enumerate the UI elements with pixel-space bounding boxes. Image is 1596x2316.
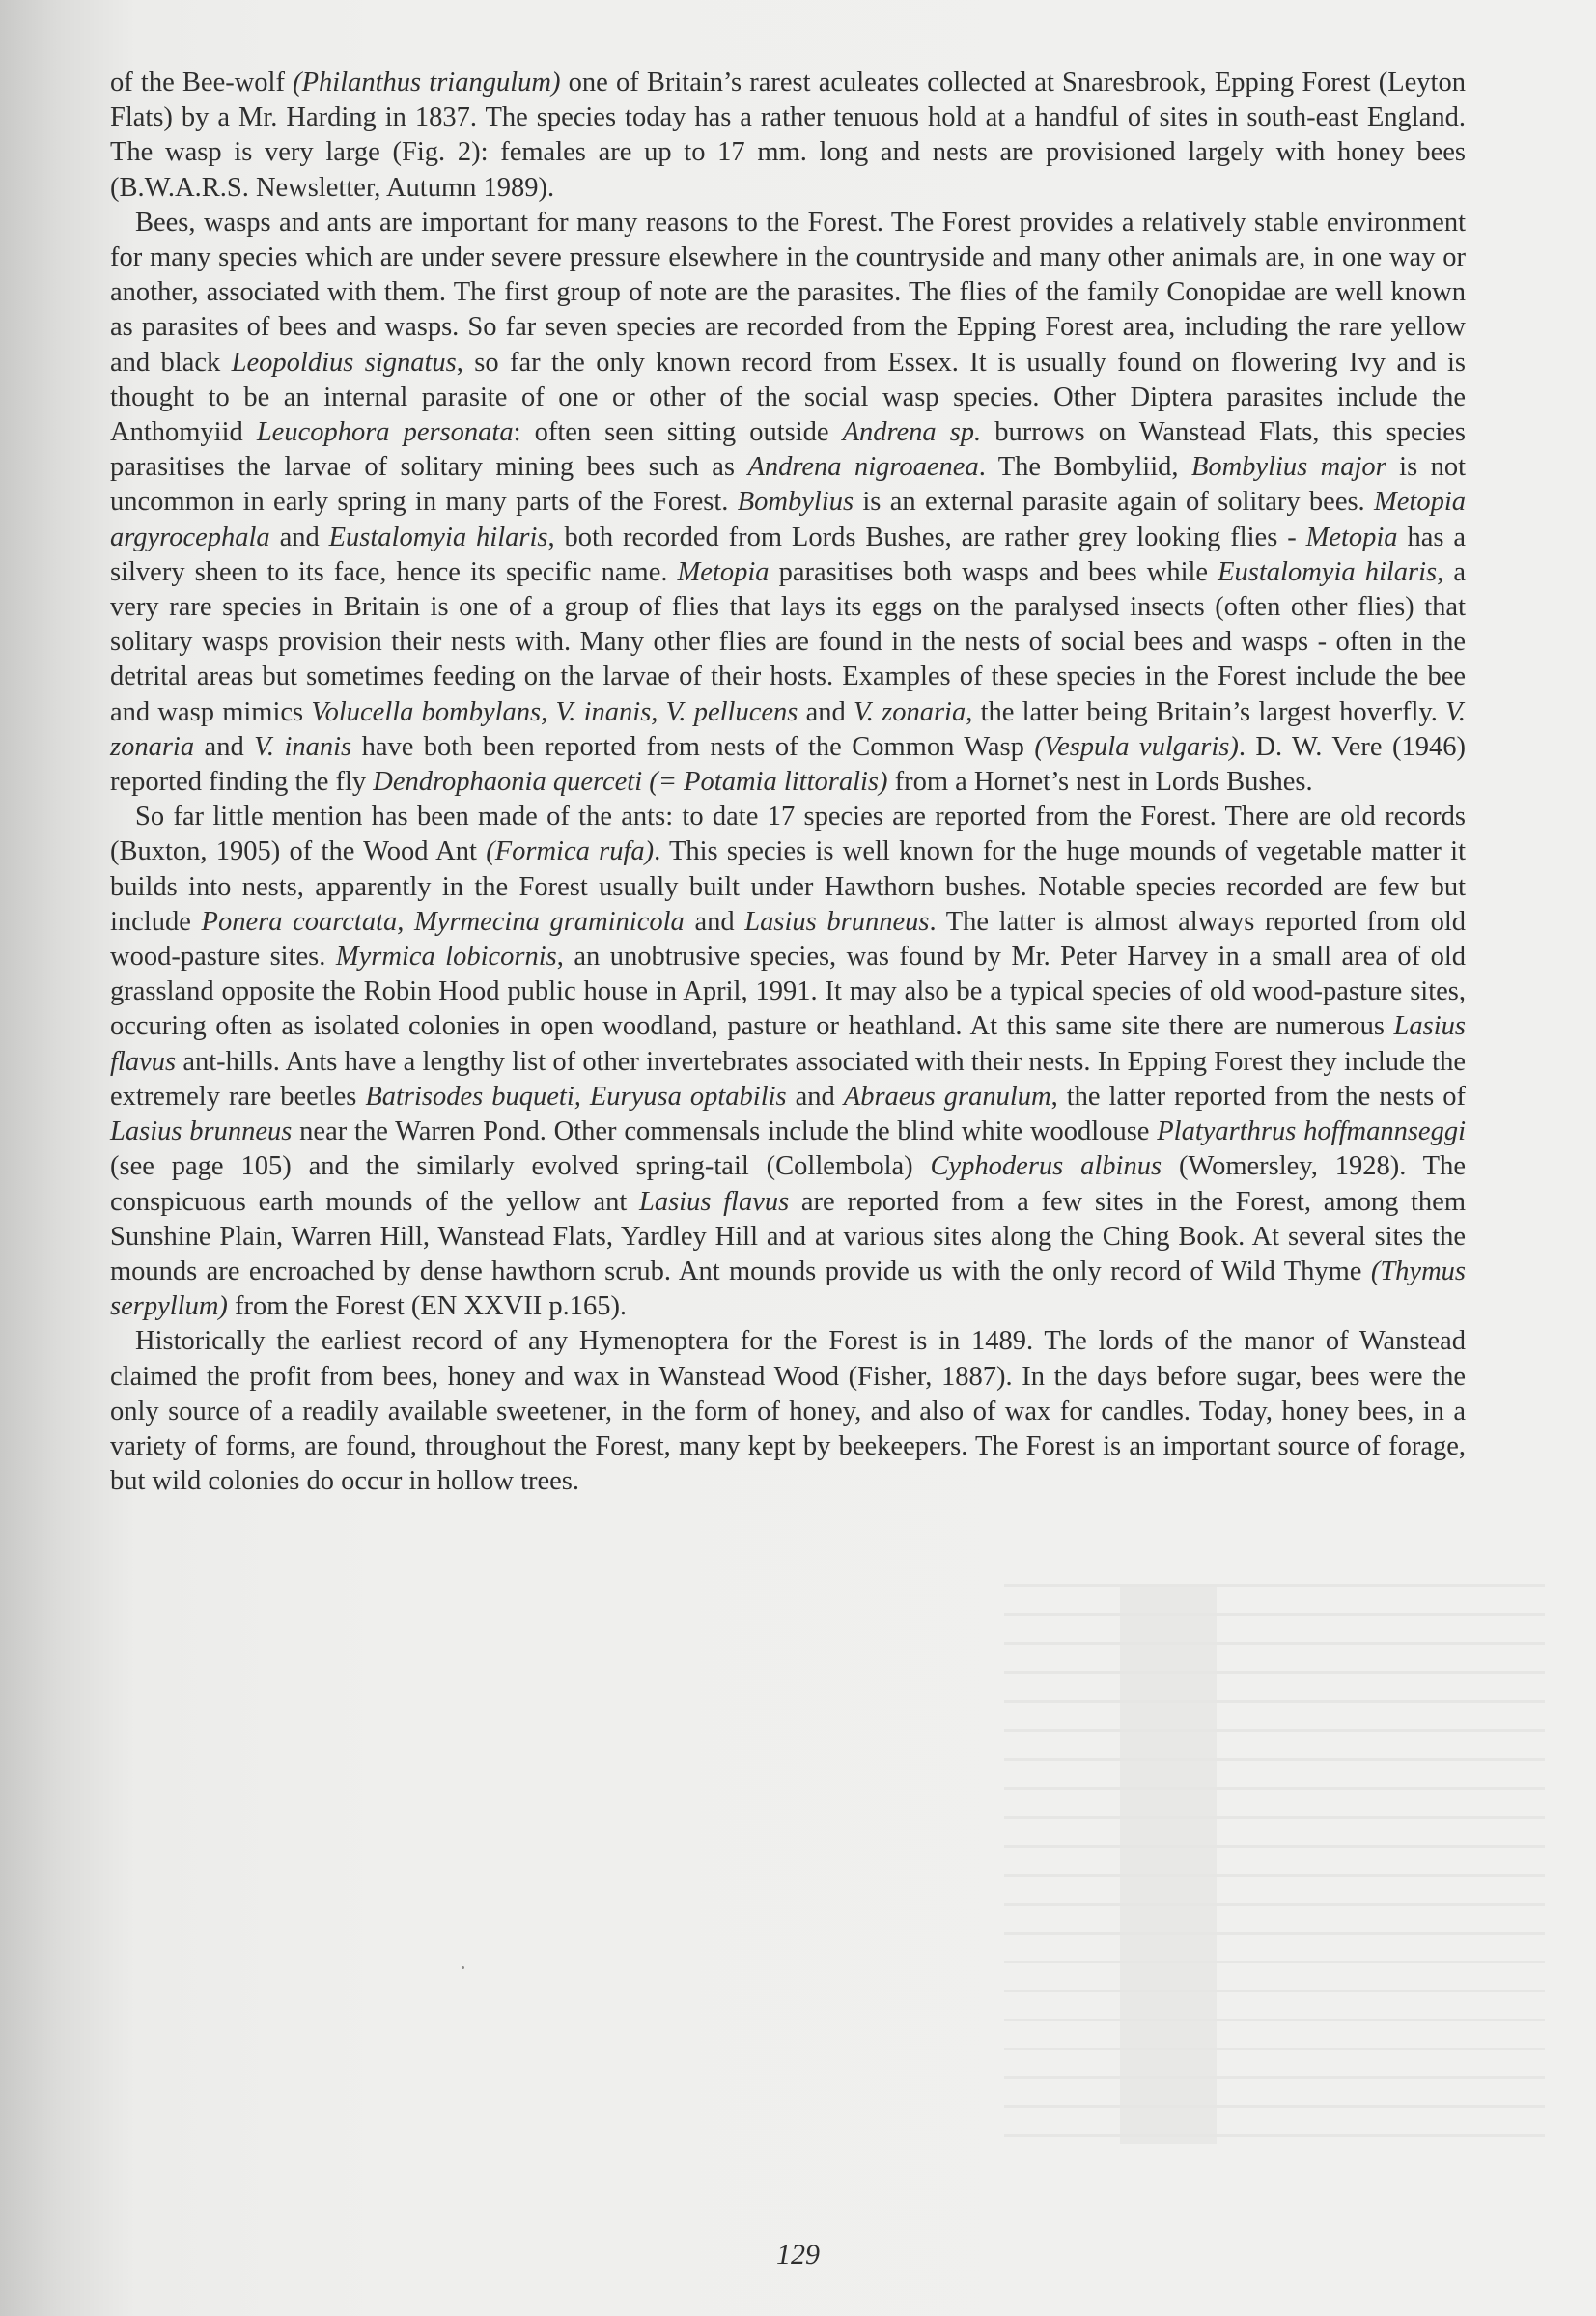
text-run: from a Hornet’s nest in Lords Bushes.: [887, 767, 1313, 798]
italic-run: Lasius brunneus: [110, 1116, 293, 1147]
italic-run: Dendrophaonia querceti (= Potamia littoralis): [373, 767, 888, 798]
italic-run: Andrena sp.: [842, 417, 982, 448]
text-run: . The latter is almost always reported from old wood-pasture sites.: [110, 906, 1466, 973]
text-run: ant-hills. Ants have a lengthy list of other invertebrates associated with their nests. In Epping Forest they include the extremely rare beetles: [110, 1046, 1466, 1112]
text-run: . The Bombyliid,: [978, 452, 1191, 483]
text-run: , the latter being Britain’s largest hoverfly.: [966, 696, 1446, 727]
text-run: and: [798, 696, 854, 727]
italic-run: Lasius flavus: [638, 1186, 790, 1217]
text-run: , the latter reported from the nests of: [1050, 1081, 1466, 1112]
italic-run: Metopia: [677, 556, 770, 587]
show-through-shadow: [1004, 1584, 1545, 2144]
italic-run: (Thymus serpyllum): [110, 1256, 1466, 1322]
text-run: and: [269, 522, 329, 552]
text-run: parasitises both wasps and bees while: [769, 556, 1218, 587]
text-run: have both been reported from nests of the Common Wasp: [351, 731, 1035, 762]
italic-run: (Vespula vulgaris): [1034, 731, 1239, 762]
paragraph-4: [110, 1324, 1466, 1499]
speck: [462, 1966, 464, 1969]
text-run: are reported from a few sites in the Forest, among them Sunshine Plain, Warren Hill, Wanstead Flats, Yardley Hill and at various sites along the Ching Book. At several sites the mounds are encroached by dense hawthorn scrub. Ant mounds provide us with the only record of Wild Thyme: [110, 1186, 1467, 1286]
italic-run: V. inanis: [254, 731, 352, 762]
italic-run: Lasius flavus: [110, 1011, 1466, 1077]
text-run: So far little mention has been made of the ants: to date 17 species are reported from the Forest. There are old records (Buxton, 1905) of the Wood Ant: [110, 802, 1466, 867]
italic-run: Abraeus granulum: [843, 1081, 1051, 1112]
text-run: , a very rare species in Britain is one of a group of flies that lays its eggs on the paralysed insects (often other flies) that solitary wasps provision their nests with. Many other flies are found in the nests of social bees and wasps - often in the detrital areas but sometimes feeding on the larvae of their hosts. Examples of these species in the Forest include the bee and wasp mimics: [110, 556, 1466, 727]
text-run: , an unobtrusive species, was found by Mr. Peter Harvey in a small area of old grassland opposite the Robin Hood public house in April, 1991. It may also be a typical species of old wood-pasture sites, occuring often as isolated colonies in open woodland, pasture or heathland. At this same site there are numerous: [110, 942, 1467, 1042]
italic-run: Myrmica lobicornis: [335, 942, 557, 973]
paragraph-1: [110, 66, 1466, 206]
page-number: 129: [776, 2239, 820, 2271]
text-run: near the Warren Pond. Other commensals include the blind white woodlouse: [292, 1116, 1158, 1147]
italic-run: (Formica rufa): [486, 836, 655, 867]
paragraph-3: [110, 800, 1466, 1324]
italic-run: Metopia argyrocephala: [110, 487, 1466, 552]
text-run: Bees, wasps and ants are important for many reasons to the Forest. The Forest provides a relatively stable environment for many species which are under severe pressure elsewhere in the countryside and many other animals are, in one way or another, associated with them. The first group of note are the parasites. The flies of the family Conopidae are well known as parasites of bees and wasps. So far seven species are recorded from the Epping Forest area, including the rare yellow and black: [110, 207, 1466, 378]
italic-run: Eustalomyia hilaris: [1218, 556, 1438, 587]
italic-run: Platyarthrus hoffmannseggi: [1157, 1116, 1466, 1147]
italic-run: Leucophora personata: [256, 417, 514, 448]
italic-run: Batrisodes buqueti, Euryusa optabilis: [365, 1081, 787, 1112]
text-run: and: [684, 906, 745, 937]
italic-run: Bombylius: [737, 487, 854, 518]
text-run: (Womersley, 1928). The conspicuous earth mounds of the yellow ant: [110, 1151, 1466, 1217]
text-run: . D. W. Vere (1946) reported finding the fly: [110, 731, 1466, 798]
italic-run: Volucella bombylans, V. inanis, V. pellucens: [311, 696, 798, 727]
text-run: is an external parasite again of solitary bees.: [854, 487, 1375, 518]
italic-run: Andrena nigroaenea: [747, 452, 979, 483]
italic-run: Leopoldius signatus: [231, 347, 457, 378]
italic-run: Cyphoderus albinus: [930, 1151, 1162, 1182]
italic-run: Metopia: [1305, 522, 1398, 552]
text-run: : often seen sitting outside: [513, 417, 843, 448]
text-run: one of Britain’s rarest aculeates collected at Snaresbrook, Epping Forest (Leyton Flats) by a Mr. Harding in 1837. The species today has a rather tenuous hold at a handful of sites in south-east England. The wasp is very large (Fig. 2): females are up to 17 mm. long and nests are provisioned largely with honey bees (B.W.A.R.S. Newsletter, Autumn 1989).: [110, 68, 1466, 203]
text-run: and: [194, 731, 255, 762]
text-run: has a silvery sheen to its face, hence its specific name.: [110, 522, 1466, 587]
text-run: is not uncommon in early spring in many parts of the Forest.: [110, 452, 1467, 518]
text-run: (see page 105) and the similarly evolved spring-tail (Collembola): [110, 1151, 931, 1182]
italic-run: Ponera coarctata, Myrmecina graminicola: [201, 906, 685, 937]
italic-run: Eustalomyia hilaris: [328, 522, 548, 552]
text-run: Historically the earliest record of any Hymenoptera for the Forest is in 1489. The lords of the manor of Wanstead claimed the profit from bees, honey and wax in Wanstead Wood (Fisher, 1887). In the days before sugar, bees were the only source of a readily available sweetener, in the form of honey, and also of wax for candles. Today, honey bees, in a variety of forms, are found, throughout the Forest, many kept by beekeepers. The Forest is an important source of forage, but wild colonies do occur in hollow trees.: [110, 1326, 1466, 1497]
italic-run: Lasius brunneus: [744, 906, 930, 937]
text-run: , both recorded from Lords Bushes, are rather grey looking flies -: [547, 522, 1306, 552]
text-run: burrows on Wanstead Flats, this species parasitises the larvae of solitary mining bees such as: [110, 417, 1466, 483]
italic-run: (Philanthus triangulum): [293, 68, 561, 98]
italic-run: V. zonaria: [110, 696, 1467, 762]
italic-run: Bombylius major: [1190, 452, 1386, 483]
italic-run: V. zonaria: [854, 696, 966, 727]
body-text: [110, 66, 1466, 1499]
text-run: and: [786, 1081, 844, 1112]
paragraph-2: [110, 206, 1466, 800]
text-run: of the Bee-wolf: [110, 68, 294, 98]
text-run: . This species is well known for the huge mounds of vegetable matter it builds into nests, apparently in the Forest usually built under Hawthorn bushes. Notable species recorded are few but include: [110, 836, 1467, 937]
text-run: from the Forest (EN XXVII p.165).: [227, 1291, 628, 1322]
text-run: , so far the only known record from Essex. It is usually found on flowering Ivy and is thought to be an internal parasite of one or other of the social wasp species. Other Diptera parasites include the Anthomyiid: [110, 347, 1466, 448]
